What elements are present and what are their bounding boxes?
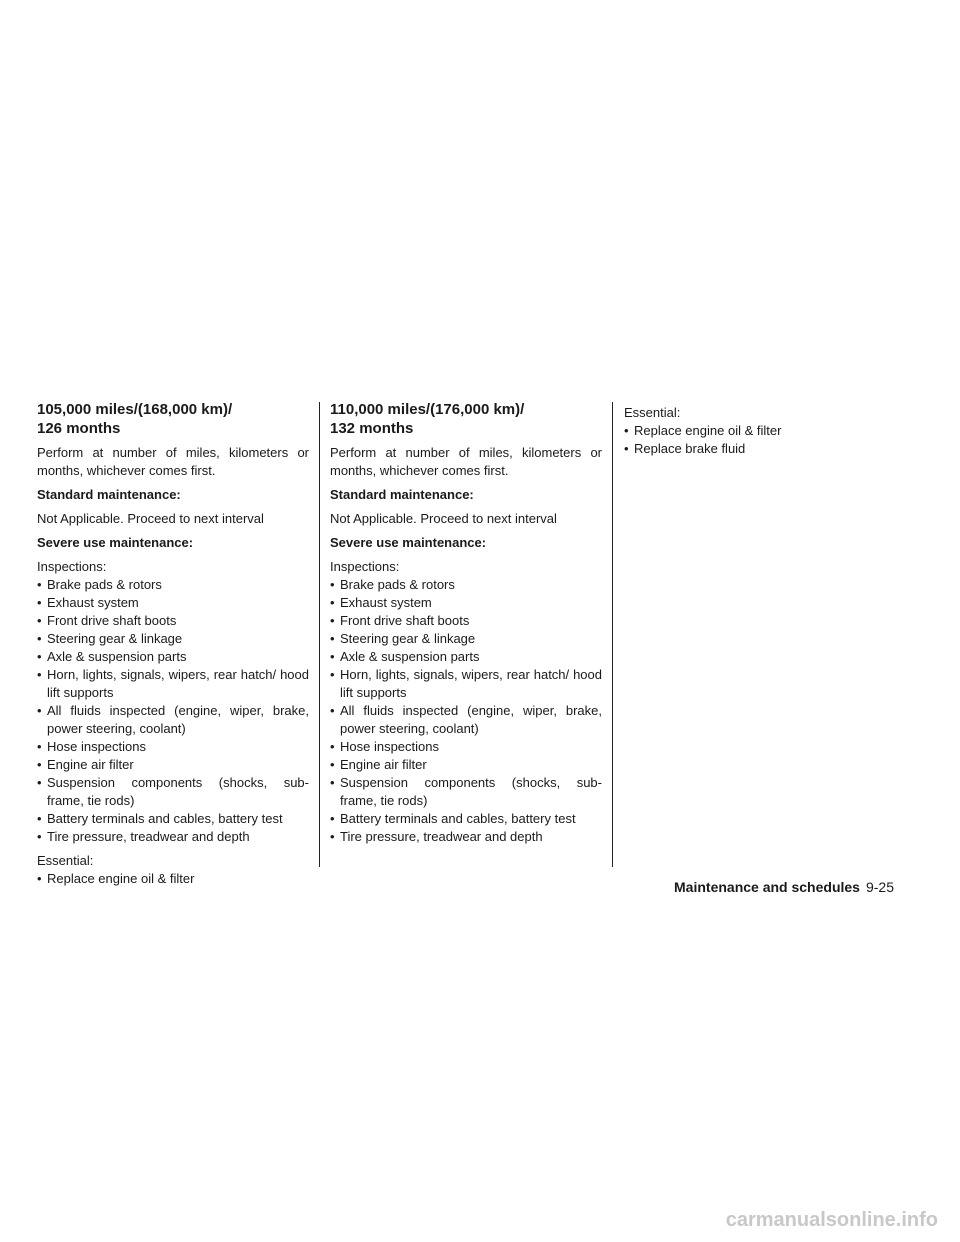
interval-heading [37,400,309,438]
list-item: • Exhaust system [330,594,602,612]
list-item: • Replace engine oil & filter [37,870,309,888]
list-item: • Tire pressure, treadwear and depth [330,828,602,846]
list-item: • All fluids inspected (engine, wiper, brake, power steering, coolant) [37,702,309,738]
list-item: • Brake pads & rotors [37,576,309,594]
standard-text: Not Applicable. Proceed to next interval [330,511,557,526]
standard-label: Standard maintenance: [37,487,181,502]
list-item: • Front drive shaft boots [37,612,309,630]
column-continued [624,404,896,464]
list-item: • Horn, lights, signals, wipers, rear hatch/ hood lift supports [37,666,309,702]
interval-heading [330,400,602,438]
list-item: • Steering gear & linkage [330,630,602,648]
column-divider-1 [319,402,320,867]
intro-text: Perform at number of miles, kilometers or months, whichever comes first. [330,445,602,478]
severe-label: Severe use maintenance: [330,535,487,550]
column-105000 [37,400,309,894]
heading-line-1: 105,000 miles/(168,000 km)/ [37,401,233,418]
essential-label: Essential: [37,853,94,868]
essential-list [624,422,896,458]
intro-text: Perform at number of miles, kilometers or months, whichever comes first. [37,445,309,478]
list-item: • Brake pads & rotors [330,576,602,594]
column-110000 [330,400,602,852]
list-item: • Horn, lights, signals, wipers, rear hatch/ hood lift supports [330,666,602,702]
list-item: • Hose inspections [37,738,309,756]
list-item: • Suspension components (shocks, sub- frame, tie rods) [37,774,309,810]
column-divider-2 [612,402,613,867]
list-item: • Engine air filter [37,756,309,774]
essential-label: Essential: [624,405,681,420]
list-item: • Axle & suspension parts [37,648,309,666]
standard-text: Not Applicable. Proceed to next interval [37,511,264,526]
list-item: • Steering gear & linkage [37,630,309,648]
severe-label: Severe use maintenance: [37,535,194,550]
watermark: carmanualsonline.info [725,1209,938,1231]
list-item: • Axle & suspension parts [330,648,602,666]
inspections-label: Inspections: [37,559,107,574]
list-item: • Battery terminals and cables, battery test [330,810,602,828]
list-item: • Replace brake fluid [624,440,896,458]
essential-list [37,870,309,888]
heading-line-1: 110,000 miles/(176,000 km)/ [330,401,525,418]
inspections-label: Inspections: [330,559,400,574]
list-item: • Suspension components (shocks, sub- frame, tie rods) [330,774,602,810]
list-item: • Exhaust system [37,594,309,612]
heading-line-2: 126 months [37,420,121,437]
inspections-list [330,576,602,846]
list-item: • Hose inspections [330,738,602,756]
list-item: • Tire pressure, treadwear and depth [37,828,309,846]
list-item: • All fluids inspected (engine, wiper, brake, power steering, coolant) [330,702,602,738]
page-number: 9-25 [865,879,894,895]
page-footer [674,878,894,896]
section-title: Maintenance and schedules [674,879,860,895]
heading-line-2: 132 months [330,420,414,437]
list-item: • Battery terminals and cables, battery test [37,810,309,828]
standard-label: Standard maintenance: [330,487,474,502]
list-item: • Replace engine oil & filter [624,422,896,440]
inspections-list [37,576,309,846]
list-item: • Engine air filter [330,756,602,774]
list-item: • Front drive shaft boots [330,612,602,630]
